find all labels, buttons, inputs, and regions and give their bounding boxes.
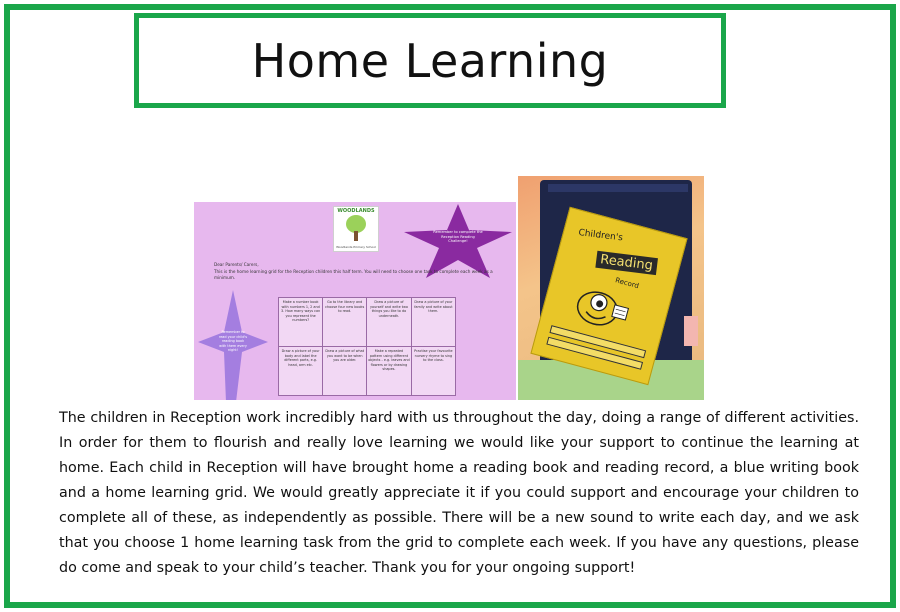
school-logo <box>333 206 379 252</box>
folder-top-edge <box>548 184 688 192</box>
task-cell: Practise your favourite nursery rhyme to sing to the class. <box>411 347 455 396</box>
task-cell: Draw a picture of your family and write about them. <box>411 298 455 347</box>
top-star-text: Remember to complete the Reception Reading Challenge! <box>433 230 483 244</box>
poster-intro: This is the home learning grid for the Reception children this half term. You will need to choose one task to complete each week as a minimum. <box>214 269 493 280</box>
task-row <box>279 347 456 396</box>
task-grid <box>278 297 456 396</box>
poster-greeting: Dear Parents/ Carers, <box>214 262 259 267</box>
booklet-title-line1: Children's <box>577 228 624 244</box>
star-icon-reading-challenge <box>402 204 514 278</box>
title-box <box>134 13 726 108</box>
task-cell: Go to the library and choose four new books to read. <box>323 298 367 347</box>
side-star-text: Remember to read your child's reading book with them every night! <box>218 330 248 353</box>
page-title: Home Learning <box>251 33 609 88</box>
pink-tab <box>684 316 698 346</box>
star-icon-read-nightly <box>196 290 270 400</box>
home-learning-grid-image <box>194 202 516 400</box>
body-text: The children in Reception work incredibly hard with us throughout the day, doing a range of different activities. In order for them to flourish and really love learning we would like your support to continue the learning at home. Each child in Reception will have brought home a reading book and reading record, a blue writing book and a home learning grid. We would greatly appreciate it if you could support and encourage your children to complete all of these, as independently as possible. There will be a new sound to write each day, and we ask that you choose 1 home learning task from the grid to complete each week. If you have any questions, please do come and speak to your child’s teacher. Thank you for your ongoing support! <box>59 410 859 576</box>
booklet-title-line3: Record <box>614 276 640 291</box>
task-row <box>279 298 456 347</box>
task-cell: Draw a picture of your body and label the different parts, e.g. head, arm etc. <box>279 347 323 396</box>
logo-name: WOODLANDS <box>337 208 375 214</box>
booklet-title-line2: Reading <box>595 251 657 275</box>
tree-trunk <box>354 231 358 241</box>
task-cell: Draw a picture of what you want to be when you are older. <box>323 347 367 396</box>
reading-record-photo <box>518 176 704 400</box>
task-cell: Make a number book with numbers 1, 2 and 3. How many ways can you represent the numbers? <box>279 298 323 347</box>
logo-subtitle: Woodlands Primary School <box>336 245 376 249</box>
task-cell: Draw a picture of yourself and write two things you like to do underneath. <box>367 298 412 347</box>
task-cell: Make a repeated pattern using different objects - e.g. leaves and flowers or by drawing shapes. <box>367 347 412 396</box>
